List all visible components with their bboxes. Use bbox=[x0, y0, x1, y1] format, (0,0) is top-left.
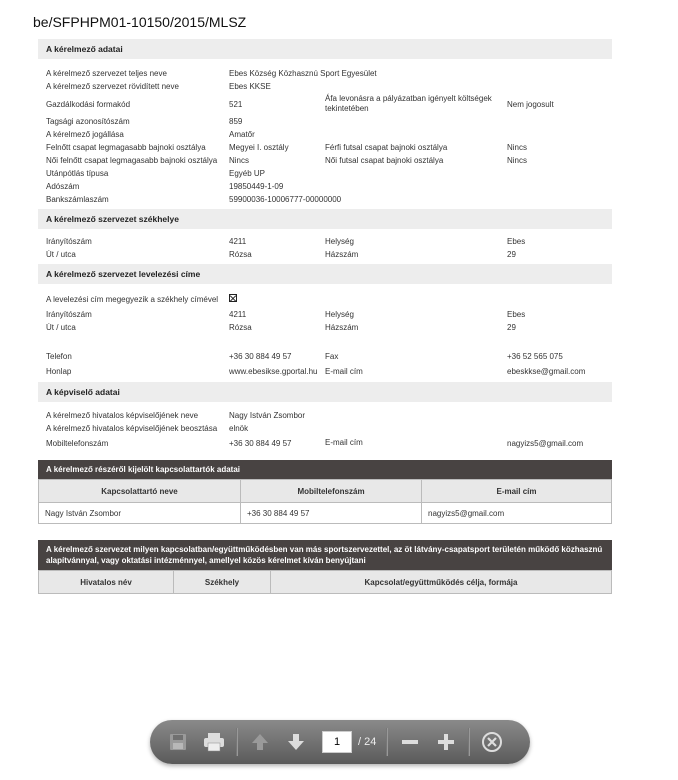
pdf-toolbar bbox=[150, 720, 530, 764]
document-page bbox=[38, 39, 612, 594]
section-cooperation: A kérelmező szervezet milyen kapcsolatban/együttműködésben van más sportszervezettel, az öt látvány-csapatsport területén működő közhasznú alapítvánnyal, vagy oktatási intézménnyel, amellyel közös kérelmet kíván benyújtani bbox=[38, 540, 612, 570]
data-row: Felnőtt csapat legmagasabb bajnoki osztálya Megyei I. osztály Férfi futsal csapat bajnoki osztálya Nincs bbox=[46, 142, 528, 152]
zoom-out-button[interactable] bbox=[392, 727, 428, 757]
toolbar-separator bbox=[468, 728, 470, 756]
print-icon bbox=[203, 732, 225, 752]
save-icon bbox=[168, 732, 188, 752]
close-button[interactable] bbox=[474, 727, 510, 757]
contacts-header: E-mail cím bbox=[422, 480, 612, 503]
cooperation-header: Kapcsolat/együttműködés célja, formája bbox=[271, 571, 612, 594]
contacts-header: Kapcsolattartó neve bbox=[39, 480, 241, 503]
data-row: Tagsági azonosítószám 859 bbox=[46, 117, 243, 126]
previous-page-button[interactable] bbox=[242, 727, 278, 757]
data-row: Adószám 19850449-1-09 bbox=[46, 182, 284, 191]
zoom-out-icon bbox=[400, 732, 420, 752]
section-mailing-address: A kérelmező szervezet levelezési címe bbox=[38, 264, 612, 284]
arrow-down-icon bbox=[286, 732, 306, 752]
data-row: A kérelmező hivatalos képviselőjének neve Nagy István Zsombor bbox=[46, 411, 306, 420]
data-row: Mobiltelefonszám +36 30 884 49 57 E-mail cím nagyizs5@gmail.com bbox=[46, 438, 584, 448]
data-row: A kérelmező szervezet rövidített neve Ebes KKSE bbox=[46, 82, 271, 91]
table-row: Nagy István Zsombor +36 30 884 49 57 nagyizs5@gmail.com bbox=[39, 503, 612, 524]
cooperation-header: Hivatalos név bbox=[39, 571, 174, 594]
cooperation-table bbox=[38, 570, 612, 594]
data-row: Bankszámlaszám 59900036-10006777-00000000 bbox=[46, 195, 342, 204]
zoom-in-button[interactable] bbox=[428, 727, 464, 757]
page-total: / 24 bbox=[358, 736, 377, 748]
data-row: Irányítószám 4211 Helység Ebes bbox=[46, 236, 526, 246]
data-row: Irányítószám 4211 Helység Ebes bbox=[46, 309, 526, 319]
data-row: Női felnőtt csapat legmagasabb bajnoki osztálya Nincs Női futsal csapat bajnoki osztálya Nincs bbox=[46, 155, 528, 165]
toolbar-separator bbox=[236, 728, 238, 756]
data-row: A kérelmező jogállása Amatőr bbox=[46, 130, 255, 139]
data-row: Út / utca Rózsa Házszám 29 bbox=[46, 249, 516, 259]
save-button[interactable] bbox=[160, 727, 196, 757]
contacts-table bbox=[38, 479, 612, 524]
close-icon bbox=[481, 731, 503, 753]
section-applicant: A kérelmező adatai bbox=[38, 39, 612, 59]
next-page-button[interactable] bbox=[278, 727, 314, 757]
zoom-in-icon bbox=[436, 732, 456, 752]
arrow-up-icon bbox=[250, 732, 270, 752]
data-row: Honlap www.ebesikse.gportal.hu E-mail cím ebeskkse@gmail.com bbox=[46, 366, 586, 376]
contacts-header: Mobiltelefonszám bbox=[241, 480, 422, 503]
toolbar-separator bbox=[386, 728, 388, 756]
print-button[interactable] bbox=[196, 727, 232, 757]
data-row: Út / utca Rózsa Házszám 29 bbox=[46, 322, 516, 332]
cooperation-header: Székhely bbox=[174, 571, 271, 594]
data-row: A kérelmező hivatalos képviselőjének beosztása elnök bbox=[46, 424, 249, 433]
section-contacts: A kérelmező részéről kijelölt kapcsolattartók adatai bbox=[38, 460, 612, 479]
data-row: A kérelmező szervezet teljes neve Ebes Község Közhasznú Sport Egyesület bbox=[46, 69, 377, 78]
document-id: be/SFPHPM01-10150/2015/MLSZ bbox=[33, 14, 247, 30]
data-row: Utánpótlás típusa Egyéb UP bbox=[46, 169, 266, 178]
data-row: Telefon +36 30 884 49 57 Fax +36 52 565 075 bbox=[46, 351, 563, 361]
section-representative: A képviselő adatai bbox=[38, 382, 612, 402]
page-number-input[interactable]: 1 bbox=[322, 731, 352, 753]
data-row: A levelezési cím megegyezik a székhely címével bbox=[38, 290, 612, 308]
same-address-checkbox[interactable] bbox=[229, 294, 237, 302]
data-row: Gazdálkodási formakód 521 Áfa levonásra a pályázatban igényelt költségek tekintetében Nem jogosult bbox=[46, 94, 554, 113]
section-seat: A kérelmező szervezet székhelye bbox=[38, 209, 612, 229]
